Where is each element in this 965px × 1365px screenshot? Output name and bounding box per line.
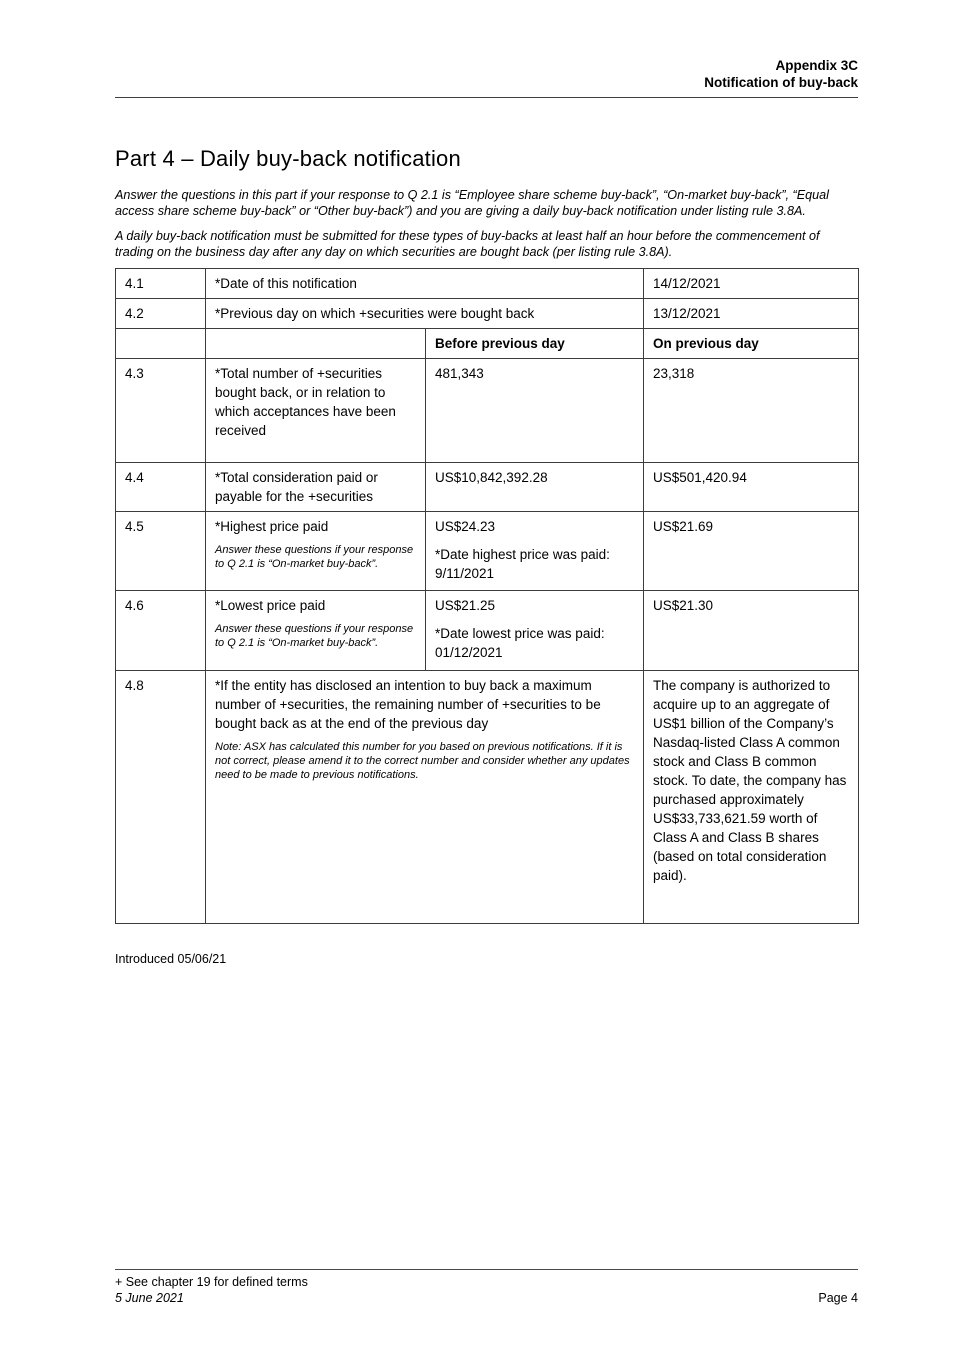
table-row-4-5 bbox=[116, 511, 859, 590]
row-4-2-number: 4.2 bbox=[116, 298, 206, 328]
page-title: Part 4 – Daily buy-back notification bbox=[115, 146, 461, 171]
row-4-6-before-price: US$21.25 bbox=[435, 597, 496, 613]
row-4-5-on-value: US$21.69 bbox=[644, 511, 859, 590]
column-header-on-previous-day: On previous day bbox=[644, 328, 859, 358]
row-4-1-number: 4.1 bbox=[116, 268, 206, 298]
row-4-6-label: *Lowest price paid bbox=[215, 597, 326, 613]
document-header bbox=[115, 0, 858, 98]
row-4-8-note: Note: ASX has calculated this number for you based on previous notifications. If it is not correct, please amend it to the correct number and consider whether any updates need to be made to previous notifications. bbox=[215, 740, 630, 781]
row-4-5-label: *Highest price paid bbox=[215, 518, 329, 534]
row-4-8-number: 4.8 bbox=[116, 670, 206, 923]
buyback-notification-table bbox=[115, 268, 859, 924]
row-4-3-number: 4.3 bbox=[116, 358, 206, 462]
row-4-5-before-date: *Date highest price was paid: 9/11/2021 bbox=[435, 546, 610, 581]
header-appendix-label: Appendix 3C bbox=[775, 58, 858, 73]
row-4-6-before-cell bbox=[426, 590, 644, 670]
row-4-2-value: 13/12/2021 bbox=[644, 298, 859, 328]
row-4-3-before-value: 481,343 bbox=[426, 358, 644, 462]
table-column-header-row bbox=[116, 328, 859, 358]
row-4-3-label: *Total number of +securities bought back, or in relation to which acceptances have been received bbox=[206, 358, 426, 462]
row-4-3-on-value: 23,318 bbox=[644, 358, 859, 462]
row-4-6-on-value: US$21.30 bbox=[644, 590, 859, 670]
row-4-4-label: *Total consideration paid or payable for the +securities bbox=[206, 462, 426, 511]
column-header-empty-1 bbox=[116, 328, 206, 358]
row-4-4-on-value: US$501,420.94 bbox=[644, 462, 859, 511]
row-4-5-label-cell bbox=[206, 511, 426, 590]
header-subtitle: Notification of buy-back bbox=[704, 75, 858, 90]
table-row-4-3 bbox=[116, 358, 859, 462]
intro-paragraph-1: Answer the questions in this part if your response to Q 2.1 is “Employee share scheme buy-back”, “On-market buy-back”, “Equal access share scheme buy-back” or “Other buy-back”) and you are giving a daily buy-back notification under listing rule 3.8A. bbox=[115, 187, 829, 219]
row-4-2-label: *Previous day on which +securities were bought back bbox=[206, 298, 644, 328]
row-4-5-number: 4.5 bbox=[116, 511, 206, 590]
footer-defined-terms: + See chapter 19 for defined terms bbox=[115, 1275, 308, 1289]
table-row-4-6 bbox=[116, 590, 859, 670]
introduced-note: Introduced 05/06/21 bbox=[115, 951, 227, 966]
intro-paragraph-2: A daily buy-back notification must be submitted for these types of buy-backs at least half an hour before the commencement of trading on the business day after any day on which securities are bought back (per listing rule 3.8A). bbox=[115, 228, 820, 260]
row-4-4-number: 4.4 bbox=[116, 462, 206, 511]
row-4-6-before-date: *Date lowest price was paid: 01/12/2021 bbox=[435, 625, 605, 660]
table-row-4-8 bbox=[116, 670, 859, 923]
footer-date: 5 June 2021 bbox=[115, 1291, 184, 1305]
row-4-8-value: The company is authorized to acquire up to an aggregate of US$1 billion of the Company’s Nasdaq-listed Class A common stock and Class B common stock. To date, the company has purchased approximately US$33,733,621.59 worth of Class A and Class B shares (based on total consideration paid). bbox=[644, 670, 859, 923]
row-4-6-note: Answer these questions if your response to Q 2.1 is “On-market buy-back”. bbox=[215, 622, 414, 649]
page-footer bbox=[115, 1269, 858, 1306]
row-4-4-before-value: US$10,842,392.28 bbox=[426, 462, 644, 511]
table-row-4-1 bbox=[116, 268, 859, 298]
row-4-8-label-cell bbox=[206, 670, 644, 923]
row-4-6-label-cell bbox=[206, 590, 426, 670]
row-4-1-label: *Date of this notification bbox=[206, 268, 644, 298]
row-4-1-value: 14/12/2021 bbox=[644, 268, 859, 298]
row-4-5-before-price: US$24.23 bbox=[435, 518, 496, 534]
row-4-5-before-cell bbox=[426, 511, 644, 590]
table-row-4-2 bbox=[116, 298, 859, 328]
footer-second-row bbox=[115, 1290, 858, 1306]
column-header-before-previous-day: Before previous day bbox=[426, 328, 644, 358]
column-header-empty-2 bbox=[206, 328, 426, 358]
footer-page-number: Page 4 bbox=[818, 1291, 858, 1305]
intro-paragraphs bbox=[115, 187, 858, 261]
row-4-8-label: *If the entity has disclosed an intention to buy back a maximum number of +securities, the remaining number of +securities to be bought back as at the end of the previous day bbox=[215, 677, 601, 731]
row-4-6-number: 4.6 bbox=[116, 590, 206, 670]
table-row-4-4 bbox=[116, 462, 859, 511]
row-4-5-note: Answer these questions if your response to Q 2.1 is “On-market buy-back”. bbox=[215, 543, 414, 570]
page-content bbox=[115, 0, 858, 967]
